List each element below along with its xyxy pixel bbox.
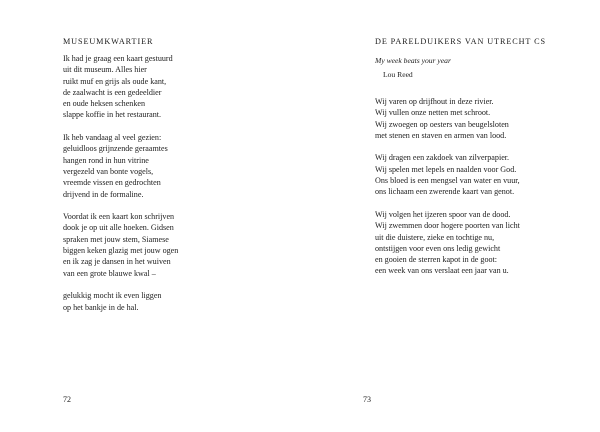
poem-body <box>375 96 520 288</box>
poem-line: spraken met jouw stem, Siamese <box>63 234 169 244</box>
page-number: 73 <box>363 395 371 404</box>
poem-line: en gooien de sterren kapot in de goot: <box>375 255 498 265</box>
poem-line: een week van ons verslaat een jaar van u. <box>375 266 509 276</box>
poem-line: Voordat ik een kaart kon schrijven <box>63 212 175 222</box>
poem-line: Ik heb vandaag al veel gezien: <box>63 133 162 143</box>
stanza <box>375 209 520 277</box>
poem-line: Wij zwemmen door hogere poorten van licht <box>375 221 520 231</box>
poem-line: uit dit museum. Alles hier <box>63 65 147 75</box>
poem-line: Wij volgen het ijzeren spoor van de dood. <box>375 209 511 219</box>
poem-line: de zaalwacht is een gedeeldier <box>63 87 162 97</box>
poem-line: biggen keken glazig met jouw ogen <box>63 246 179 256</box>
poem-line: slappe koffie in het restaurant. <box>63 110 162 120</box>
poem-line: vergezeld van bonte vogels, <box>63 166 154 176</box>
epigraph <box>375 54 451 82</box>
poem-line: van een grote blauwe kwal – <box>63 268 156 278</box>
epigraph-quote: My week beats your year <box>375 56 451 65</box>
poem-title: DE PARELDUIKERS VAN UTRECHT CS <box>375 37 546 46</box>
poem-line: Ons bloed is een mengsel van water en vuur, <box>375 176 520 186</box>
poem-line: vreemde vissen en gedrochten <box>63 178 161 188</box>
stanza <box>63 53 178 121</box>
poem-line: ontstijgen voor even ons ledig gewicht <box>375 243 501 253</box>
poem-line: en ik zag je dansen in het wuiven <box>63 257 171 267</box>
stanza <box>375 96 520 141</box>
stanza <box>63 290 178 313</box>
poem-line: Wij dragen een zakdoek van zilverpapier. <box>375 153 510 163</box>
poem-line: en oude heksen schenken <box>63 99 146 109</box>
poem-line: met stenen en staven en armen van lood. <box>375 130 507 140</box>
poem-line: op het bankje in de hal. <box>63 302 139 312</box>
stanza <box>63 211 178 279</box>
poem-line: geluidloos grijnzende geraamtes <box>63 144 168 154</box>
poem-title: MUSEUMKWARTIER <box>63 37 154 46</box>
poem-line: gelukkig mocht ik even liggen <box>63 291 162 301</box>
poem-line: ruikt muf en grijs als oude kant, <box>63 76 167 86</box>
poem-line: Ik had je graag een kaart gestuurd <box>63 54 173 63</box>
poem-line: drijvend in de formaline. <box>63 189 144 199</box>
poem-line: dook je op uit alle hoeken. Gidsen <box>63 223 174 233</box>
stanza <box>63 132 178 200</box>
poem-line: hangen rond in hun vitrine <box>63 155 149 165</box>
right-page <box>300 0 600 432</box>
epigraph-author: Lou Reed <box>383 70 413 79</box>
poem-line: Wij vullen onze netten met schroot. <box>375 108 491 118</box>
poem-line: ons lichaam een zwerende kaart van genot. <box>375 187 515 197</box>
poem-line: Wij zwoegen op oesters van beugelsloten <box>375 119 509 129</box>
stanza <box>375 152 520 197</box>
poem-line: uit die duistere, zieke en tochtige nu, <box>375 232 495 242</box>
poem-line: Wij spelen met lepels en naalden voor God. <box>375 164 517 174</box>
poem-line: Wij varen op drijfhout in deze rivier. <box>375 97 494 106</box>
poem-body <box>63 53 178 324</box>
page-number: 72 <box>63 395 71 404</box>
